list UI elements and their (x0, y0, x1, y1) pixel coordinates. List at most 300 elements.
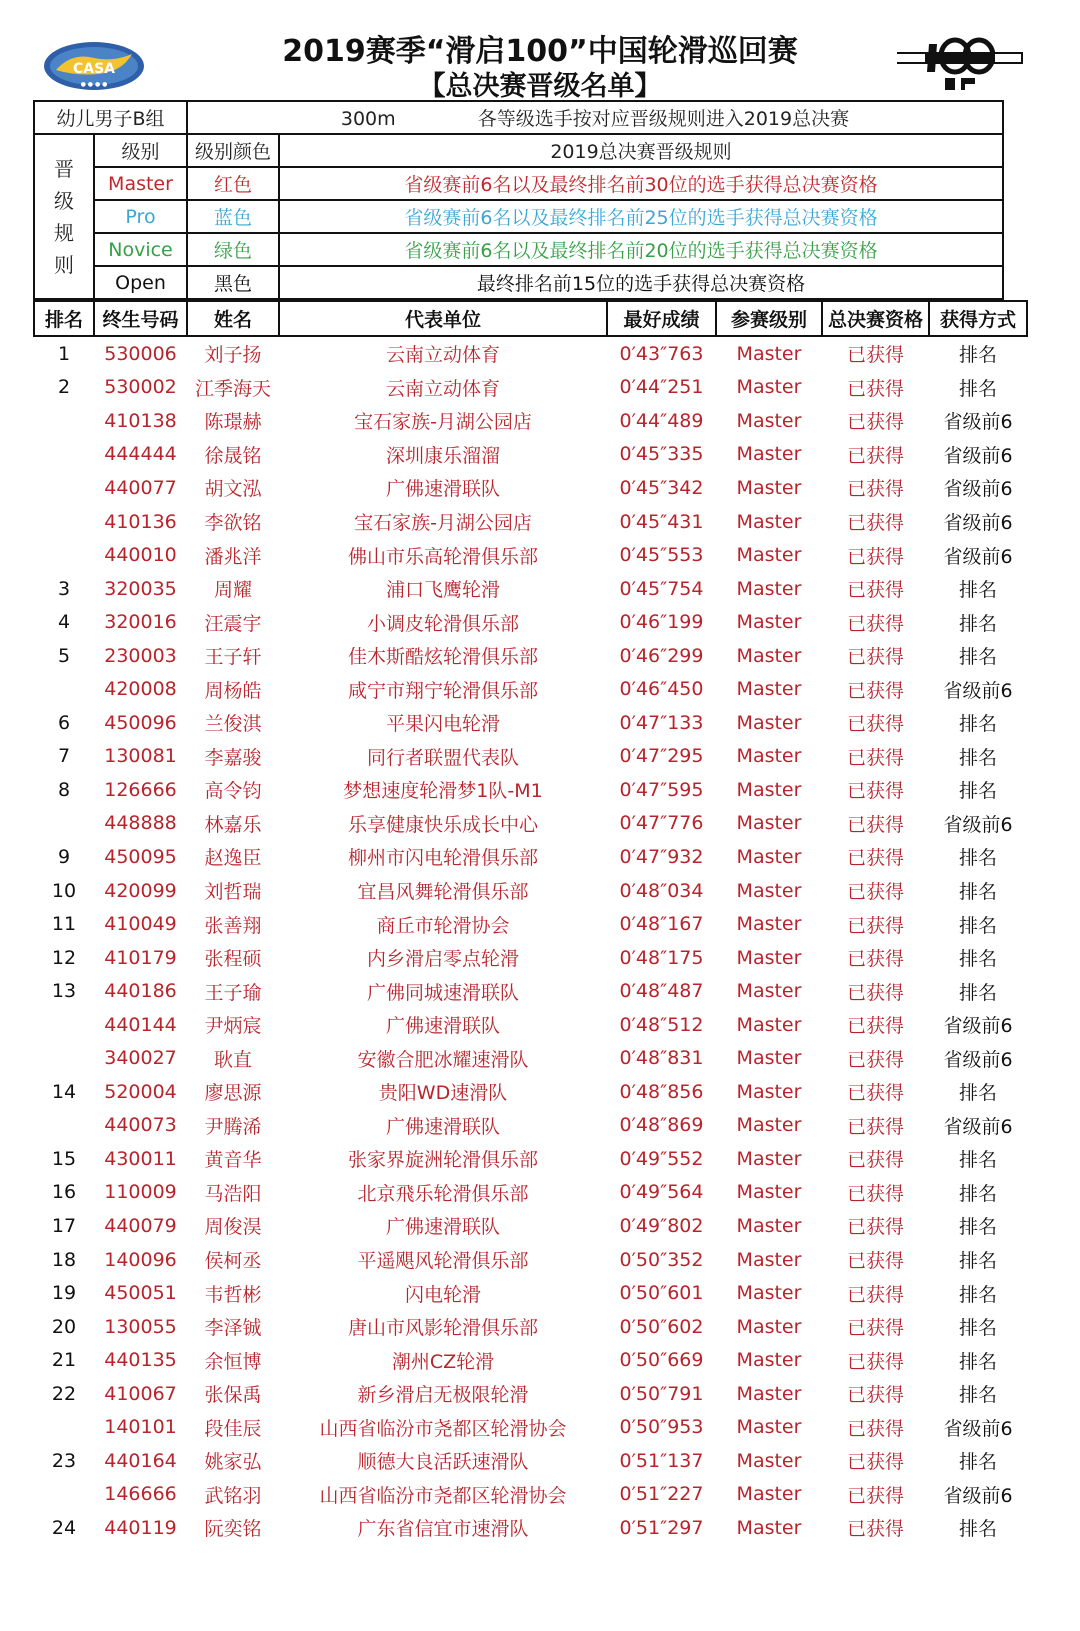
rank-cell: 12 (51, 946, 77, 969)
code-cell: 444444 (104, 443, 177, 466)
best-time-cell: 0′45″335 (619, 443, 704, 466)
name-cell: 马浩阳 (204, 1182, 262, 1205)
best-time-cell: 0′48″175 (619, 946, 704, 969)
unit-cell: 深圳康乐溜溜 (385, 444, 500, 467)
unit-cell: 广佛速滑联队 (385, 1015, 500, 1038)
rank-cell (34, 672, 94, 706)
best-time-cell: 0′50″602 (619, 1315, 704, 1338)
name-cell: 周杨皓 (204, 679, 262, 702)
table-row (34, 1511, 1027, 1545)
name-cell: 姚家弘 (204, 1451, 262, 1474)
code-cell: 440186 (104, 980, 177, 1003)
rank-cell: 8 (57, 778, 71, 801)
level-cell: Master (736, 1282, 802, 1305)
qualification-cell: 已获得 (846, 512, 904, 534)
rank-cell: 13 (51, 980, 77, 1003)
code-cell: 410136 (104, 510, 177, 533)
best-time-cell: 0′48″512 (619, 1013, 704, 1036)
table-row (34, 1343, 1027, 1377)
name-cell: 周耀 (213, 579, 252, 602)
best-time-cell: 0′50″669 (619, 1349, 704, 1372)
distance: 300m (340, 108, 396, 130)
code-cell: 110009 (104, 1181, 177, 1204)
table-row (34, 840, 1027, 874)
best-time-cell: 0′46″299 (619, 644, 704, 667)
name-cell: 潘兆洋 (204, 545, 262, 568)
unit-cell: 小调皮轮滑俱乐部 (366, 612, 519, 635)
name-cell: 耿直 (213, 1048, 252, 1071)
method-cell: 排名 (958, 780, 997, 803)
best-time-cell: 0′51″297 (619, 1516, 704, 1539)
best-time-cell: 0′46″199 (619, 611, 704, 634)
method-cell: 省级前6 (943, 1417, 1013, 1440)
rank-cell: 3 (57, 577, 71, 600)
level-name: Master (94, 167, 187, 200)
table-row (34, 941, 1027, 975)
unit-cell: 平遥飓风轮滑俱乐部 (357, 1250, 529, 1273)
table-row (34, 1176, 1027, 1210)
code-cell: 430011 (104, 1147, 177, 1170)
qualification-cell: 已获得 (846, 948, 904, 971)
name-cell: 韦哲彬 (204, 1283, 262, 1306)
rules-side-label: 晋级规则 (34, 134, 94, 299)
col-rule-header: 2019总决赛晋级规则 (279, 134, 1003, 167)
best-time-cell: 0′48″487 (619, 980, 704, 1003)
best-time-cell: 0′48″869 (619, 1114, 704, 1137)
method-cell: 排名 (958, 1317, 997, 1340)
unit-cell: 贵阳WD速滑队 (378, 1082, 508, 1105)
table-row (34, 404, 1027, 438)
name-cell: 张保禹 (204, 1384, 262, 1407)
method-cell: 排名 (958, 377, 997, 400)
name-cell: 高令钧 (204, 780, 262, 803)
unit-cell: 广佛速滑联队 (385, 478, 500, 501)
qualification-cell: 已获得 (846, 1250, 904, 1273)
table-row (34, 1041, 1027, 1075)
code-cell: 440079 (104, 1214, 177, 1237)
promotion-note: 各等级选手按对应晋级规则进入2019总决赛 (477, 108, 850, 130)
code-cell: 320035 (104, 577, 177, 600)
best-time-cell: 0′47″133 (619, 711, 704, 734)
level-rule: 省级赛前6名以及最终排名前30位的选手获得总决赛资格 (279, 167, 1003, 200)
code-cell: 440077 (104, 476, 177, 499)
best-time-cell: 0′50″352 (619, 1248, 704, 1271)
table-row (34, 1276, 1027, 1310)
level-cell: Master (736, 711, 802, 734)
table-row (34, 874, 1027, 908)
rank-cell (34, 505, 94, 539)
table-row (34, 639, 1027, 673)
level-cell: Master (736, 778, 802, 801)
method-cell: 排名 (958, 1350, 997, 1373)
rank-cell: 16 (51, 1181, 77, 1204)
level-rule: 省级赛前6名以及最终排名前25位的选手获得总决赛资格 (279, 200, 1003, 233)
method-cell: 排名 (958, 1451, 997, 1474)
level-cell: Master (736, 409, 802, 432)
level-cell: Master (736, 1114, 802, 1137)
method-cell: 排名 (958, 612, 997, 635)
level-cell: Master (736, 913, 802, 936)
name-cell: 李嘉骏 (204, 746, 262, 769)
code-cell: 230003 (104, 644, 177, 667)
level-cell: Master (736, 644, 802, 667)
level-cell: Master (736, 1315, 802, 1338)
method-cell: 排名 (958, 1283, 997, 1306)
rank-cell (34, 538, 94, 572)
name-cell: 李泽铖 (204, 1317, 262, 1340)
svg-text:CASA: CASA (72, 61, 116, 77)
rank-cell: 9 (57, 845, 71, 868)
method-cell: 省级前6 (943, 478, 1013, 501)
rank-cell: 21 (51, 1349, 77, 1372)
name-cell: 王子瑜 (204, 981, 262, 1004)
rank-cell: 24 (51, 1516, 77, 1539)
table-row (34, 605, 1027, 639)
header-code: 终生号码 (94, 301, 187, 336)
code-cell: 320016 (104, 611, 177, 634)
table-row (34, 1075, 1027, 1109)
name-cell: 周俊淏 (204, 1216, 262, 1239)
method-cell: 省级前6 (943, 545, 1013, 568)
rank-cell (34, 1478, 94, 1512)
name-cell: 李欲铭 (204, 512, 262, 534)
unit-cell: 唐山市风影轮滑俱乐部 (347, 1317, 538, 1340)
qualification-cell: 已获得 (846, 1384, 904, 1407)
best-time-cell: 0′45″553 (619, 544, 704, 567)
unit-cell: 云南立动体育 (385, 344, 500, 367)
unit-cell: 乐享健康快乐成长中心 (347, 813, 538, 836)
qualification-cell: 已获得 (846, 914, 904, 937)
unit-cell: 新乡滑启无极限轮滑 (357, 1384, 529, 1407)
page-title: 2019赛季“滑启100”中国轮滑巡回赛 (282, 34, 798, 69)
unit-cell: 广东省信宜市速滑队 (357, 1518, 529, 1541)
rank-cell: 1 (57, 342, 71, 365)
code-cell: 340027 (104, 1047, 177, 1070)
qualification-cell: 已获得 (846, 981, 904, 1004)
level-cell: Master (736, 980, 802, 1003)
code-cell: 420099 (104, 879, 177, 902)
qualification-cell: 已获得 (846, 545, 904, 568)
page-header (0, 0, 1080, 100)
header-unit: 代表单位 (279, 301, 607, 336)
level-cell: Master (736, 745, 802, 768)
level-cell: Master (736, 1349, 802, 1372)
unit-cell: 佛山市乐高轮滑俱乐部 (347, 545, 538, 568)
qualification-cell: 已获得 (846, 1082, 904, 1105)
qualification-cell: 已获得 (846, 1182, 904, 1205)
rank-cell: 10 (51, 879, 77, 902)
svg-text:● ● ● ●: ● ● ● ● (80, 81, 108, 88)
table-row (34, 572, 1027, 606)
best-time-cell: 0′47″595 (619, 778, 704, 801)
method-cell: 排名 (958, 914, 997, 937)
best-time-cell: 0′48″831 (619, 1047, 704, 1070)
best-time-cell: 0′45″754 (619, 577, 704, 600)
unit-cell: 北京飛乐轮滑俱乐部 (357, 1182, 529, 1205)
name-cell: 江季海天 (194, 377, 271, 400)
table-row (34, 740, 1027, 774)
method-cell: 省级前6 (943, 444, 1013, 467)
qualification-cell: 已获得 (846, 1484, 904, 1507)
rank-cell: 19 (51, 1282, 77, 1305)
rank-cell: 20 (51, 1315, 77, 1338)
skate-smart-huaqi-100-logo-icon (895, 34, 1025, 96)
method-cell: 省级前6 (943, 1115, 1013, 1138)
best-time-cell: 0′48″856 (619, 1080, 704, 1103)
name-cell: 侯柯丞 (204, 1250, 262, 1273)
qualification-cell: 已获得 (846, 478, 904, 501)
level-cell: Master (736, 1416, 802, 1439)
name-cell: 张善翔 (204, 914, 262, 937)
level-cell: Master (736, 1449, 802, 1472)
results-header-row (34, 301, 1027, 336)
name-cell: 林嘉乐 (204, 813, 262, 836)
unit-cell: 云南立动体育 (385, 377, 500, 400)
method-cell: 排名 (958, 1149, 997, 1172)
qualification-cell: 已获得 (846, 1317, 904, 1340)
name-cell: 张程硕 (204, 948, 262, 971)
rank-cell: 6 (57, 711, 71, 734)
rank-cell: 7 (57, 745, 71, 768)
name-cell: 刘子扬 (204, 344, 262, 367)
rank-cell (34, 1008, 94, 1042)
level-cell: Master (736, 678, 802, 701)
level-color: 红色 (187, 167, 279, 200)
unit-cell: 安徽合肥冰耀速滑队 (357, 1048, 529, 1071)
unit-cell: 梦想速度轮滑梦1队-M1 (343, 780, 543, 803)
level-cell: Master (736, 443, 802, 466)
unit-cell: 商丘市轮滑协会 (376, 914, 510, 937)
unit-cell: 广佛速滑联队 (385, 1115, 500, 1138)
table-row (34, 1008, 1027, 1042)
qualification-cell: 已获得 (846, 847, 904, 870)
qualification-cell: 已获得 (846, 579, 904, 602)
name-cell: 刘哲瑞 (204, 881, 262, 904)
name-cell: 武铭羽 (204, 1484, 262, 1507)
table-row (34, 1444, 1027, 1478)
best-time-cell: 0′50″791 (619, 1382, 704, 1405)
name-cell: 尹炳宸 (204, 1015, 262, 1038)
table-row (34, 438, 1027, 472)
name-cell: 陈璟赫 (204, 411, 262, 434)
table-row (34, 672, 1027, 706)
method-cell: 省级前6 (943, 411, 1013, 434)
code-cell: 126666 (104, 778, 177, 801)
qualification-cell: 已获得 (846, 746, 904, 769)
code-cell: 140096 (104, 1248, 177, 1271)
rank-cell: 15 (51, 1147, 77, 1170)
level-cell: Master (736, 1181, 802, 1204)
rank-cell: 5 (57, 644, 71, 667)
qualification-cell: 已获得 (846, 1518, 904, 1541)
qualification-cell: 已获得 (846, 377, 904, 400)
method-cell: 省级前6 (943, 679, 1013, 702)
header-qualification: 总决赛资格 (822, 301, 929, 336)
unit-cell: 宝石家族-月湖公园店 (354, 411, 532, 434)
unit-cell: 闪电轮滑 (404, 1283, 481, 1306)
table-row (34, 807, 1027, 841)
table-row (34, 1209, 1027, 1243)
header-method: 获得方式 (929, 301, 1027, 336)
qualification-cell: 已获得 (846, 813, 904, 836)
table-row (34, 336, 1027, 371)
level-color: 蓝色 (187, 200, 279, 233)
method-cell: 省级前6 (943, 813, 1013, 836)
level-color: 绿色 (187, 233, 279, 266)
level-cell: Master (736, 1248, 802, 1271)
level-name: Open (94, 266, 187, 299)
table-row (34, 1310, 1027, 1344)
method-cell: 排名 (958, 746, 997, 769)
code-cell: 130081 (104, 745, 177, 768)
qualification-cell: 已获得 (846, 1015, 904, 1038)
qualification-cell: 已获得 (846, 1216, 904, 1239)
page-subtitle: 【总决赛晋级名单】 (418, 71, 662, 102)
col-level-header: 级别 (94, 134, 187, 167)
method-cell: 排名 (958, 948, 997, 971)
name-cell: 胡文泓 (204, 478, 262, 501)
level-cell: Master (736, 1214, 802, 1237)
method-cell: 排名 (958, 981, 997, 1004)
unit-cell: 内乡滑启零点轮滑 (366, 948, 519, 971)
method-cell: 排名 (958, 881, 997, 904)
code-cell: 440119 (104, 1516, 177, 1539)
qualification-cell: 已获得 (846, 1149, 904, 1172)
code-cell: 530006 (104, 342, 177, 365)
method-cell: 省级前6 (943, 1484, 1013, 1507)
code-cell: 410049 (104, 913, 177, 936)
unit-cell: 同行者联盟代表队 (366, 746, 519, 769)
qualification-cell: 已获得 (846, 881, 904, 904)
method-cell: 排名 (958, 1216, 997, 1239)
unit-cell: 宜昌风舞轮滑俱乐部 (357, 881, 529, 904)
unit-cell: 佳木斯酷炫轮滑俱乐部 (347, 646, 538, 669)
qualification-cell: 已获得 (846, 1283, 904, 1306)
table-row (34, 706, 1027, 740)
code-cell: 410179 (104, 946, 177, 969)
rank-cell: 17 (51, 1214, 77, 1237)
code-cell: 450096 (104, 711, 177, 734)
code-cell: 450051 (104, 1282, 177, 1305)
rank-cell (34, 404, 94, 438)
best-time-cell: 0′46″450 (619, 678, 704, 701)
best-time-cell: 0′48″034 (619, 879, 704, 902)
rank-cell (34, 1411, 94, 1445)
table-row (34, 538, 1027, 572)
qualification-cell: 已获得 (846, 780, 904, 803)
results-table (33, 300, 1028, 1545)
best-time-cell: 0′50″601 (619, 1282, 704, 1305)
rank-cell: 14 (51, 1080, 77, 1103)
rank-cell (34, 471, 94, 505)
group-distance-note (187, 101, 1003, 134)
method-cell: 排名 (958, 344, 997, 367)
header-best: 最好成绩 (607, 301, 716, 336)
best-time-cell: 0′44″251 (619, 376, 704, 399)
name-cell: 赵逸臣 (204, 847, 262, 870)
code-cell: 530002 (104, 376, 177, 399)
qualification-cell: 已获得 (846, 344, 904, 367)
rank-cell (34, 1109, 94, 1143)
best-time-cell: 0′44″489 (619, 409, 704, 432)
name-cell: 黄音华 (204, 1149, 262, 1172)
level-cell: Master (736, 1013, 802, 1036)
unit-cell: 宝石家族-月湖公园店 (354, 512, 532, 534)
qualification-cell: 已获得 (846, 411, 904, 434)
rank-cell: 4 (57, 611, 71, 634)
name-cell: 段佳辰 (204, 1417, 262, 1440)
name-cell: 兰俊淇 (204, 713, 262, 736)
col-color-header: 级别颜色 (187, 134, 279, 167)
rank-cell: 23 (51, 1449, 77, 1472)
table-row (34, 1478, 1027, 1512)
level-cell: Master (736, 1047, 802, 1070)
code-cell: 130055 (104, 1315, 177, 1338)
rank-cell (34, 1041, 94, 1075)
best-time-cell: 0′49″552 (619, 1147, 704, 1170)
level-cell: Master (736, 342, 802, 365)
method-cell: 排名 (958, 1518, 997, 1541)
level-cell: Master (736, 577, 802, 600)
level-cell: Master (736, 1516, 802, 1539)
best-time-cell: 0′45″342 (619, 476, 704, 499)
best-time-cell: 0′45″431 (619, 510, 704, 533)
best-time-cell: 0′47″295 (619, 745, 704, 768)
table-row (34, 1142, 1027, 1176)
unit-cell: 咸宁市翔宁轮滑俱乐部 (347, 679, 538, 702)
code-cell: 520004 (104, 1080, 177, 1103)
code-cell: 440144 (104, 1013, 177, 1036)
group-name: 幼儿男子B组 (34, 101, 187, 134)
best-time-cell: 0′47″932 (619, 845, 704, 868)
results-body (34, 336, 1027, 1545)
level-cell: Master (736, 1080, 802, 1103)
level-cell: Master (736, 1483, 802, 1506)
qualification-cell: 已获得 (846, 679, 904, 702)
level-cell: Master (736, 476, 802, 499)
unit-cell: 潮州CZ轮滑 (391, 1350, 495, 1373)
code-cell: 146666 (104, 1483, 177, 1506)
qualification-cell: 已获得 (846, 646, 904, 669)
rank-cell: 22 (51, 1382, 77, 1405)
table-row (34, 1411, 1027, 1445)
qualification-cell: 已获得 (846, 444, 904, 467)
level-cell: Master (736, 1382, 802, 1405)
method-cell: 省级前6 (943, 1015, 1013, 1038)
promotion-rules-table (33, 100, 1004, 300)
level-rule: 省级赛前6名以及最终排名前20位的选手获得总决赛资格 (279, 233, 1003, 266)
qualification-cell: 已获得 (846, 1350, 904, 1373)
qualification-cell: 已获得 (846, 713, 904, 736)
level-rule: 最终排名前15位的选手获得总决赛资格 (279, 266, 1003, 299)
code-cell: 450095 (104, 845, 177, 868)
qualification-cell: 已获得 (846, 1417, 904, 1440)
rank-cell (34, 807, 94, 841)
code-cell: 420008 (104, 678, 177, 701)
table-row (34, 974, 1027, 1008)
table-row (34, 505, 1027, 539)
name-cell: 余恒博 (204, 1350, 262, 1373)
header-rank: 排名 (34, 301, 94, 336)
best-time-cell: 0′49″564 (619, 1181, 704, 1204)
method-cell: 排名 (958, 713, 997, 736)
name-cell: 阮奕铭 (204, 1518, 262, 1541)
code-cell: 440135 (104, 1349, 177, 1372)
best-time-cell: 0′50″953 (619, 1416, 704, 1439)
code-cell: 410138 (104, 409, 177, 432)
level-cell: Master (736, 611, 802, 634)
code-cell: 448888 (104, 812, 177, 835)
